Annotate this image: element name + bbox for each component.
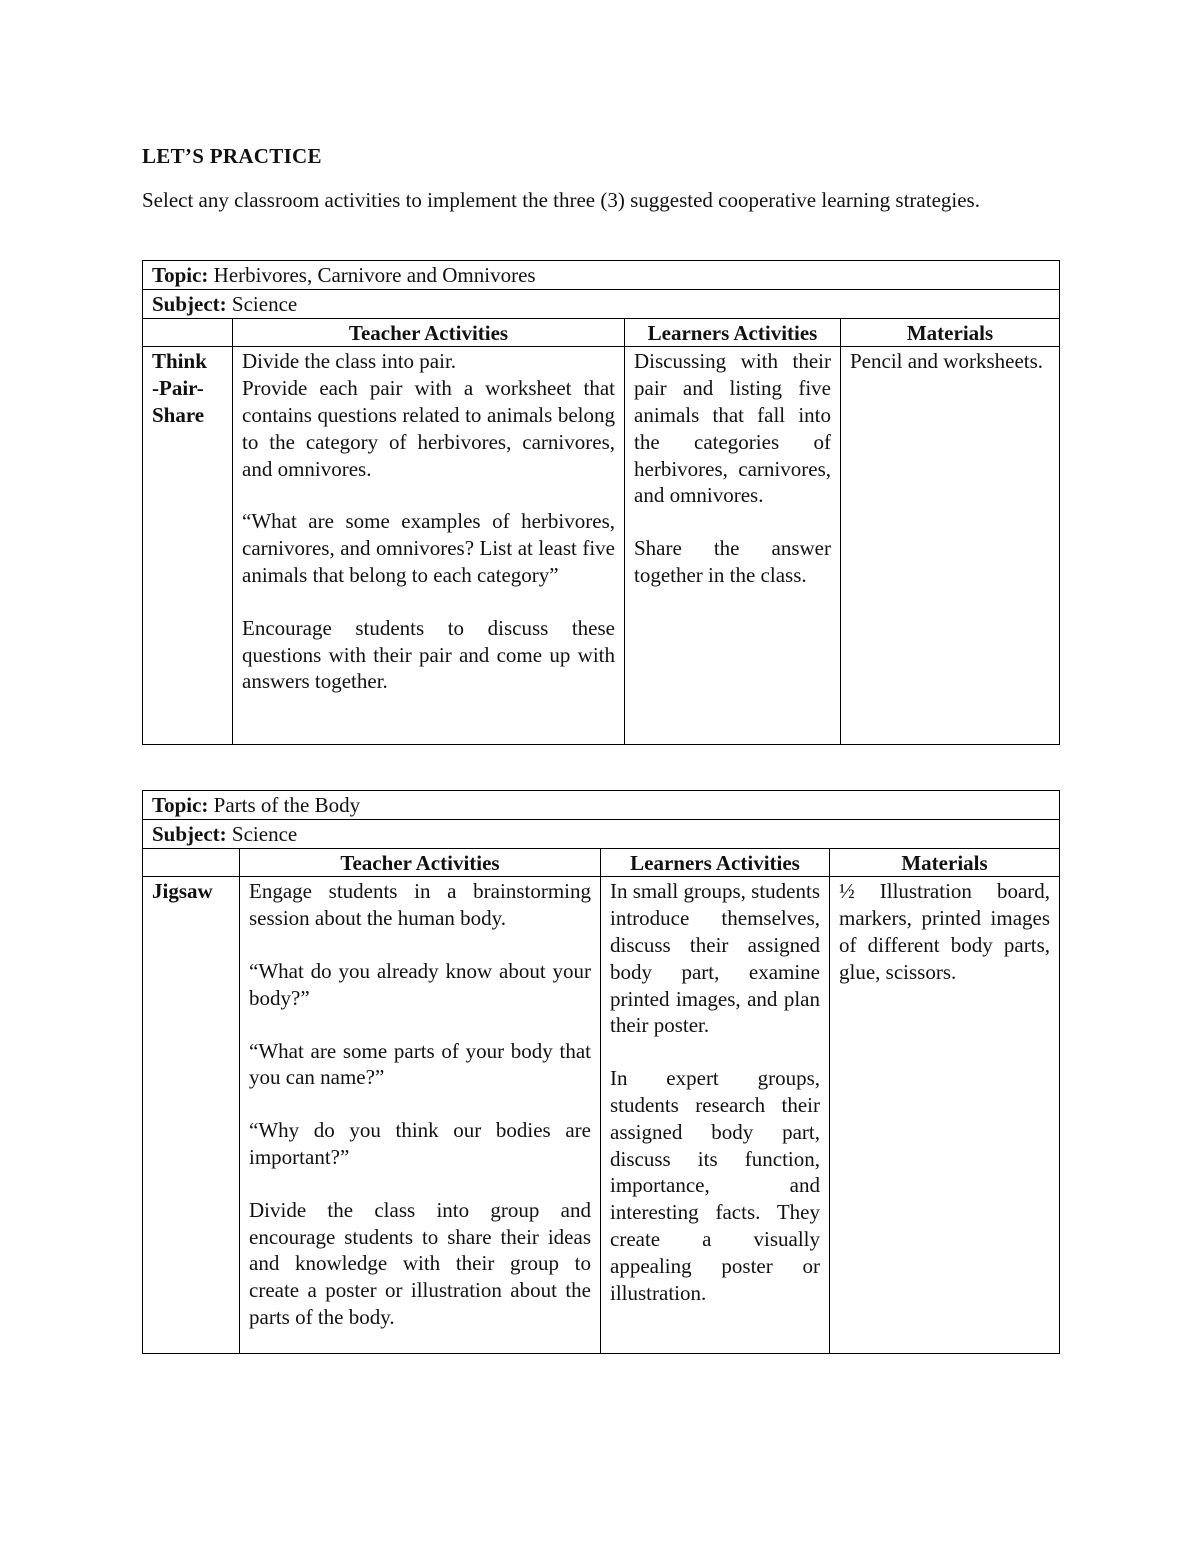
- teacher-activity-question: “What are some examples of herbivores, carnivores, and omnivores? List at least five animals that belong to each category”: [242, 509, 615, 587]
- teacher-activity-text: Divide the class into group and encourage students to share their ideas and knowledge with their group to create a poster or illustration about the parts of the body.: [249, 1197, 591, 1329]
- teacher-activity-text: Divide the class into pair.: [242, 349, 457, 374]
- section-heading: LET’S PRACTICE: [142, 144, 322, 168]
- teacher-activity-text: Provide each pair with a worksheet that contains questions related to animals belong to the category of herbivores, carnivores, and omnivores.: [242, 376, 615, 481]
- strategy-name: Think -Pair-Share: [152, 349, 207, 427]
- learners-activity-text: Discussing with their pair and listing five animals that fall into the categories of herbivores, carnivores, and omnivores.: [634, 349, 831, 508]
- activity-row: [143, 877, 1060, 1354]
- learners-activity-text: In small groups, students introduce themselves, discuss their assigned body part, examine printed images, and plan their poster.: [610, 879, 820, 1038]
- topic-label: Topic:: [152, 793, 209, 817]
- topic-value: Herbivores, Carnivore and Omnivores: [213, 263, 536, 287]
- materials-text: ½ Illustration board, markers, printed images of different body parts, glue, scissors.: [839, 879, 1051, 984]
- topic-value: Parts of the Body: [213, 793, 361, 817]
- instruction-text: Select any classroom activities to implement the three (3) suggested cooperative learning strategies.: [142, 188, 980, 212]
- subject-row: [143, 819, 1060, 848]
- materials-cell: [841, 347, 1060, 745]
- topic-row: [143, 261, 1060, 290]
- header-teacher-activities: Teacher Activities: [233, 318, 625, 347]
- header-materials: Materials: [830, 848, 1060, 877]
- materials-cell: [830, 877, 1060, 1354]
- teacher-activity-text: Encourage students to discuss these questions with their pair and come up with answers together.: [242, 615, 615, 694]
- subject-row: [143, 289, 1060, 318]
- topic-label: Topic:: [152, 263, 209, 287]
- lesson-table-body-parts: [142, 790, 1060, 1354]
- header-row: [143, 848, 1060, 877]
- teacher-activities-cell: [233, 347, 625, 745]
- header-empty: [143, 848, 240, 877]
- strategy-name: Jigsaw: [152, 879, 213, 904]
- learners-activity-text: Share the answer together in the class.: [634, 536, 831, 587]
- learners-activities-cell: [625, 347, 841, 745]
- subject-value: Science: [231, 291, 298, 316]
- header-teacher-activities: Teacher Activities: [240, 848, 601, 877]
- activity-row: [143, 347, 1060, 745]
- header-empty: [143, 318, 233, 347]
- materials-text: Pencil and worksheets.: [850, 349, 1044, 374]
- subject-label: Subject:: [152, 291, 227, 316]
- teacher-activity-question: “What do you already know about your body?”: [249, 958, 591, 1010]
- teacher-activity-text: Engage students in a brainstorming session about the human body.: [249, 879, 591, 931]
- lesson-table-herbivores: [142, 260, 1060, 745]
- teacher-activity-question: “Why do you think our bodies are important?”: [249, 1118, 591, 1169]
- header-materials: Materials: [841, 318, 1060, 347]
- header-learners-activities: Learners Activities: [625, 318, 841, 347]
- header-row: [143, 318, 1060, 347]
- learners-activity-text: In expert groups, students research their assigned body part, discuss its function, importance, and interesting facts. They create a visually appealing poster or illustration.: [610, 1066, 820, 1305]
- header-learners-activities: Learners Activities: [601, 848, 830, 877]
- subject-value: Science: [231, 821, 298, 846]
- learners-activities-cell: [601, 877, 830, 1354]
- teacher-activities-cell: [240, 877, 601, 1354]
- topic-row: [143, 791, 1060, 820]
- subject-label: Subject:: [152, 821, 227, 846]
- teacher-activity-question: “What are some parts of your body that you can name?”: [249, 1038, 591, 1090]
